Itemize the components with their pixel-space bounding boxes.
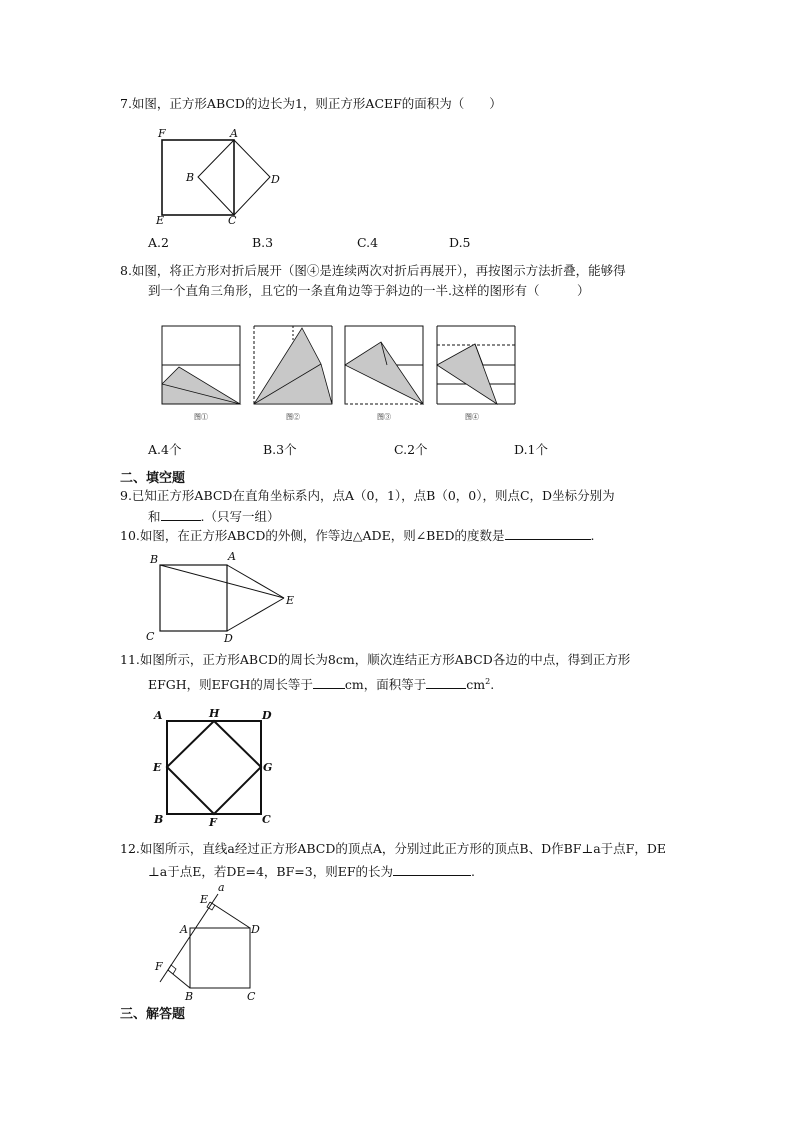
q11-line2 <box>148 677 494 692</box>
q12-label-e: E <box>200 893 209 906</box>
q10-figure <box>142 550 302 646</box>
q12-line2 <box>148 864 475 879</box>
q8-option-a: A.4个 <box>148 442 182 457</box>
q8-option-b: B.3个 <box>263 442 297 457</box>
q10-label-b: B <box>150 553 159 566</box>
q7-option-d: D.5 <box>449 235 471 250</box>
q11-perimeter-blank[interactable] <box>313 677 345 689</box>
q7-label-a: A <box>230 127 238 140</box>
q7-label-e: E <box>156 214 165 227</box>
q7-label-c: C <box>228 214 237 227</box>
q10-label-c: C <box>146 630 155 643</box>
q7-stem: 7.如图，正方形ABCD的边长为1，则正方形ACEF的面积为（ ） <box>120 96 502 111</box>
q11-label-a: A <box>154 709 163 722</box>
q10-label-e: E <box>286 594 295 607</box>
q11-line2-a: EFGH，则EFGH的周长等于 <box>148 677 313 692</box>
q9-line2-pre: 和 <box>148 509 161 524</box>
q7-label-f: F <box>158 127 166 140</box>
q8-option-c: C.2个 <box>394 442 428 457</box>
q8-caption-1: 图① <box>194 413 208 421</box>
q7-label-b: B <box>186 171 195 184</box>
q12-label-a-line: a <box>218 881 225 894</box>
q11-label-b: B <box>154 813 164 826</box>
q8-figure-3 <box>343 324 427 424</box>
q11-label-f: F <box>209 816 217 829</box>
q9-line1: 9.已知正方形ABCD在直角坐标系内，点A（0，1），点B（0，0），则点C，D坐标分别为 <box>120 488 615 503</box>
q12-figure <box>150 882 270 1004</box>
q12-line2-pre: ⊥a于点E，若DE=4，BF=3，则EF的长为 <box>148 864 393 879</box>
q11-unit-sup: 2 <box>485 676 491 686</box>
q9-line2 <box>148 509 280 524</box>
q8-stem-line1: 8.如图，将正方形对折后展开（图④是连续两次对折后再展开），再按图示方法折叠，能够得 <box>120 263 626 278</box>
q7-option-b: B.3 <box>252 235 274 250</box>
q8-option-d: D.1个 <box>514 442 549 457</box>
q7-label-d: D <box>271 173 280 186</box>
q11-label-h: H <box>209 707 220 720</box>
q11-area-blank[interactable] <box>426 677 466 689</box>
q11-figure <box>150 705 280 829</box>
q11-line2-c: cm <box>466 677 486 692</box>
q9-answer-blank[interactable] <box>161 509 201 521</box>
q10-line <box>120 528 595 543</box>
q11-label-g: G <box>263 761 273 774</box>
q7-figure <box>150 126 290 228</box>
q9-line2-post: .（只写一组） <box>200 509 280 524</box>
q12-line2-post: . <box>471 864 475 879</box>
q8-figure-4 <box>435 324 519 424</box>
q8-caption-4: 图④ <box>465 413 479 421</box>
section-fill-in-title: 二、填空题 <box>120 471 186 486</box>
q11-line2-d: . <box>490 677 495 692</box>
q12-answer-blank[interactable] <box>393 864 471 876</box>
q11-line1: 11.如图所示，正方形ABCD的周长为8cm，顺次连结正方形ABCD各边的中点，得到正方形 <box>120 652 631 667</box>
q11-label-d: D <box>262 709 272 722</box>
q8-figure-1 <box>160 324 244 424</box>
q12-label-c: C <box>247 990 256 1003</box>
q11-line2-b: cm，面积等于 <box>344 677 427 692</box>
q7-option-c: C.4 <box>357 235 379 250</box>
q12-line1: 12.如图所示，直线a经过正方形ABCD的顶点A，分别过此正方形的顶点B、D作BF⊥a于点F，DE <box>120 841 666 856</box>
q12-label-d: D <box>251 923 260 936</box>
q10-label-a: A <box>228 550 236 563</box>
q7-option-a: A.2 <box>148 235 169 250</box>
q10-post: . <box>590 528 595 543</box>
q8-caption-3: 图③ <box>377 413 391 421</box>
q8-figure-2 <box>252 324 336 424</box>
q11-label-e: E <box>153 761 162 774</box>
q8-stem-line2: 到一个直角三角形，且它的一条直角边等于斜边的一半.这样的图形有（ ） <box>148 283 590 298</box>
q12-label-f: F <box>155 960 163 973</box>
q8-caption-2: 图② <box>286 413 300 421</box>
q10-stem: 10.如图，在正方形ABCD的外侧，作等边△ADE，则∠BED的度数是 <box>120 528 505 543</box>
q10-label-d: D <box>224 632 233 645</box>
q11-label-c: C <box>262 813 271 826</box>
q10-answer-blank[interactable] <box>505 528 591 540</box>
section-solve-title: 三、解答题 <box>120 1007 186 1022</box>
q12-label-a: A <box>180 923 188 936</box>
q12-label-b: B <box>185 990 194 1003</box>
